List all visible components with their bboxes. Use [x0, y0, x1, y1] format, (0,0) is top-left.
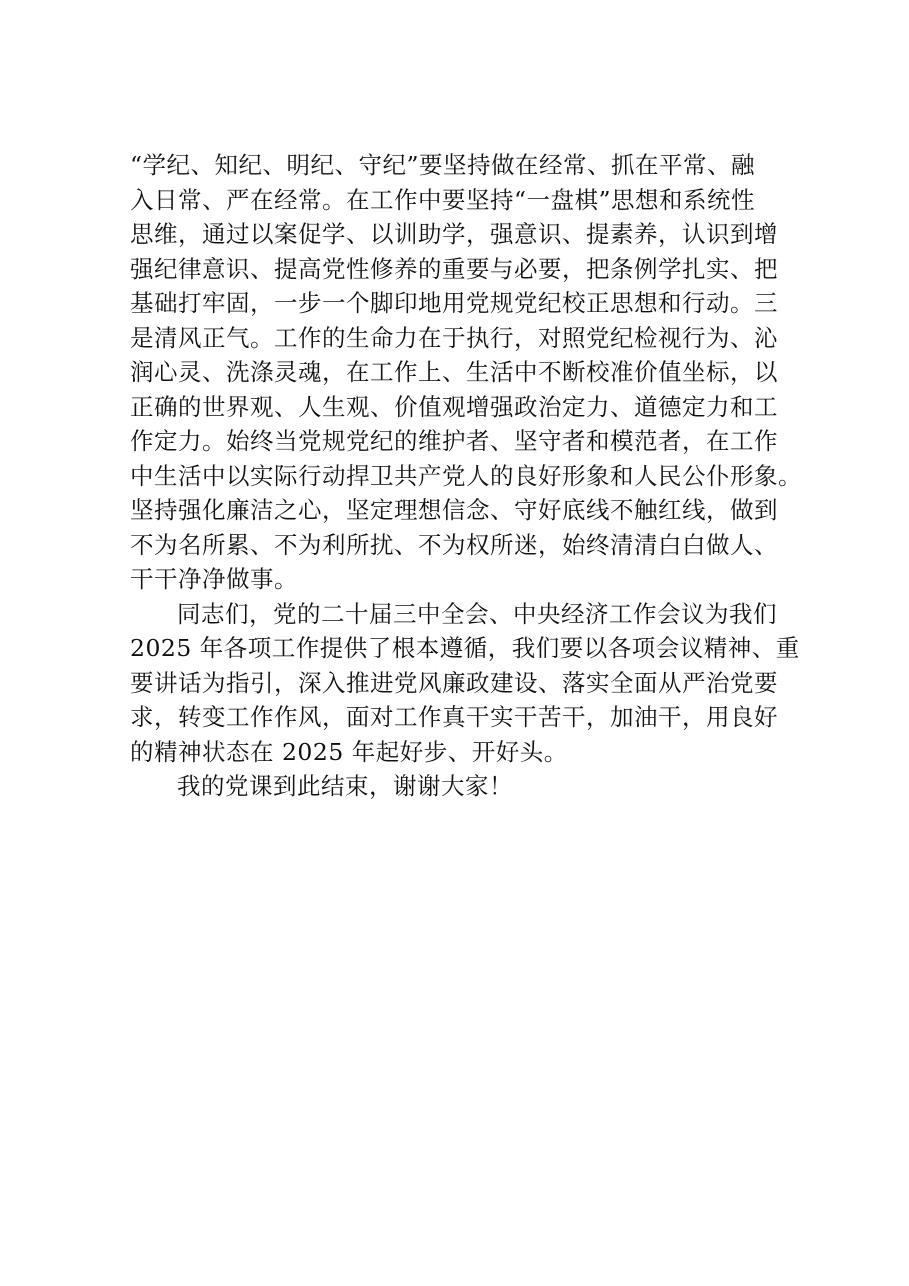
paragraph-1 — [130, 148, 810, 597]
text-line: 中生活中以实际行动捍卫共产党人的良好形象和人民公仆形象。 — [130, 461, 802, 490]
text-line: 思维，通过以案促学、以训助学，强意识、提素养，认识到增 — [130, 220, 778, 248]
text-line: 是清风正气。工作的生命力在于执行，对照党纪检视行为、沁 — [130, 323, 778, 352]
paragraph-2 — [130, 597, 810, 770]
text-line: 坚持强化廉洁之心，坚定理想信念、守好底线不触红线，做到 — [130, 496, 778, 524]
text-line: 2025 年各项工作提供了根本遵循，我们要以各项会议精神、重 — [130, 634, 800, 662]
text-line: 入日常、严在经常。在工作中要坚持“一盘棋”思想和系统性 — [130, 185, 756, 214]
text-line: 不为名所累、不为利所扰、不为权所迷，始终清清白白做人、 — [130, 530, 778, 559]
text-line: 求，转变工作作风，面对工作真干实干苦干，加油干，用良好 — [130, 703, 778, 731]
text-line: 作定力。始终当党规党纪的维护者、坚守者和模范者，在工作 — [130, 427, 778, 455]
text-line: 的精神状态在 2025 年起好步、开好头。 — [130, 737, 568, 766]
text-line: 要讲话为指引，深入推进党风廉政建设、落实全面从严治党要 — [130, 668, 778, 697]
text-line: 干干净净做事。 — [130, 565, 298, 593]
text-line: 我的党课到此结束，谢谢大家！ — [177, 772, 513, 800]
text-line: 基础打牢固，一步一个脚印地用党规党纪校正思想和行动。三 — [130, 289, 778, 317]
text-line: 润心灵、洗涤灵魂，在工作上、生活中不断校准价值坐标，以 — [130, 358, 778, 386]
text-line: 正确的世界观、人生观、价值观增强政治定力、道德定力和工 — [130, 392, 778, 421]
text-line: 强纪律意识、提高党性修养的重要与必要，把条例学扎实、把 — [130, 254, 778, 283]
document-body — [130, 148, 810, 804]
paragraph-3 — [130, 769, 810, 804]
text-line: “学纪、知纪、明纪、守纪”要坚持做在经常、抓在平常、融 — [130, 151, 756, 179]
text-line: 同志们，党的二十届三中全会、中央经济工作会议为我们 — [177, 599, 777, 628]
